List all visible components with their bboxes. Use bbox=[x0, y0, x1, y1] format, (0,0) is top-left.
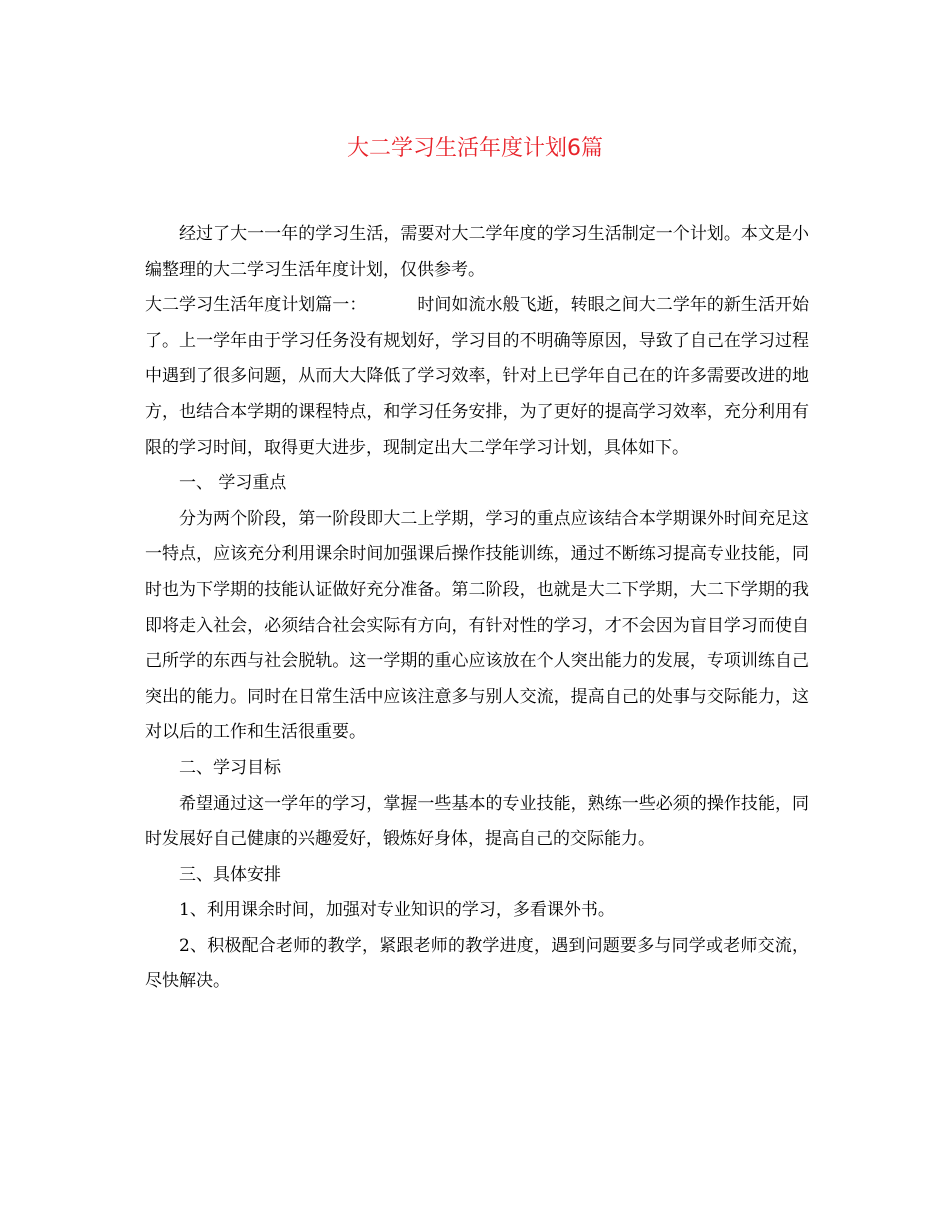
document-title: 大二学习生活年度计划6篇 bbox=[347, 136, 603, 161]
list-item-1: 1、利用课余时间，加强对专业知识的学习，多看课外书。 bbox=[179, 900, 615, 921]
section1-text: 时间如流水般飞逝，转眼之间大二学年的新生活开始了。上一学年由于学习任务没有规划好，学习目的不明确等原因，导致了自己在学习过程中遇到了很多问题，从而大大降低了学习效率，针对上已学年自己在的许多需要改进的地方，也结合本学期的课程特点，和学习任务安排，为了更好的提高学习效率，充分利用有限的学习时间，取得更大进步，现制定出大二学年学习计划，具体如下。 bbox=[145, 295, 810, 458]
paragraph-study-focus: 分为两个阶段，第一阶段即大二上学期，学习的重点应该结合本学期课外时间充足这一特点，应该充分利用课余时间加强课后操作技能训练，通过不断练习提高专业技能，同时也为下学期的技能认证做好充分准备。第二阶段，也就是大二下学期，大二下学期的我即将走入社会，必须结合社会实际有方向，有针对性的学习，才不会因为盲目学习而使自己所学的东西与社会脱轨。这一学期的重心应该放在个人突出能力的发展，专项训练自己突出的能力。同时在日常生活中应该注意多与别人交流，提高自己的处事与交际能力，这对以后的工作和生活很重要。 bbox=[145, 508, 809, 743]
list-item-2: 2、积极配合老师的教学，紧跟老师的教学进度，遇到问题要多与同学或老师交流，尽快解决。 bbox=[145, 935, 809, 992]
intro-paragraph: 经过了大一一年的学习生活，需要对大二学年度的学习生活制定一个计划。本文是小编整理的大二学习生活年度计划，仅供参考。 bbox=[145, 224, 809, 280]
section1-paragraph bbox=[145, 288, 809, 466]
heading-arrangements: 三、具体安排 bbox=[179, 864, 281, 885]
heading-study-goals: 二、学习目标 bbox=[179, 757, 281, 778]
paragraph-study-goals: 希望通过这一学年的学习，掌握一些基本的专业技能，熟练一些必须的操作技能，同时发展好自己健康的兴趣爱好，锻炼好身体，提高自己的交际能力。 bbox=[145, 793, 809, 850]
document-body bbox=[145, 217, 809, 1000]
section1-heading: 大二学习生活年度计划篇一： bbox=[145, 295, 367, 316]
heading-study-focus: 一、 学习重点 bbox=[179, 473, 287, 494]
